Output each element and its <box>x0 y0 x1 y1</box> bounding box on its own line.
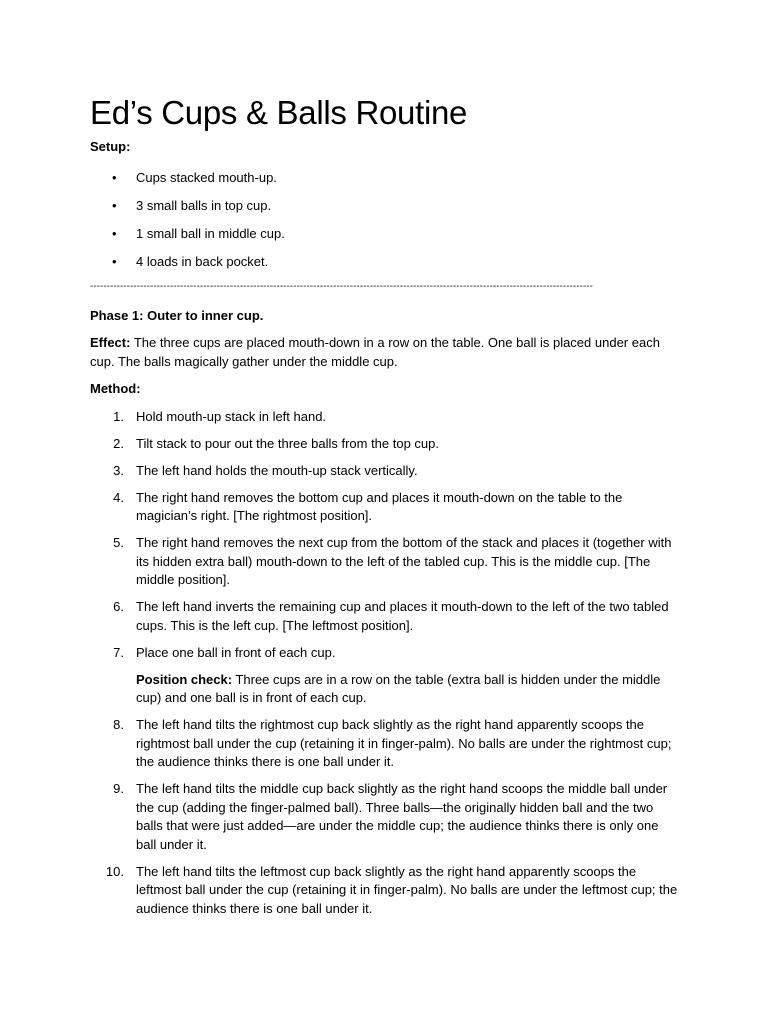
method-steps-continued <box>90 716 682 918</box>
document-title: Ed’s Cups & Balls Routine <box>90 94 468 131</box>
effect-label: Effect: <box>90 335 131 350</box>
position-check-text: Three cups are in a row on the table (extra ball is hidden under the middle cup) and one ball is in front of each cup. <box>136 671 661 705</box>
list-item: 9. The left hand tilts the middle cup back slightly as the right hand scoops the middle ball under the cup (adding the finger-palmed ball). Three balls—the originally hidden ball and the two balls that were just added—are under the middle cup; the audience thinks there is only one ball under it. <box>113 781 668 852</box>
effect-text: The three cups are placed mouth-down in a row on the table. One ball is placed under each cup. The balls magically gather under the middle cup. <box>90 335 660 369</box>
position-check <box>90 671 682 708</box>
setup-label: Setup: <box>90 139 131 154</box>
list-item: 1. Hold mouth-up stack in left hand. <box>113 408 327 424</box>
list-item: 5. The right hand removes the next cup from the bottom of the stack and places it (together with its hidden extra ball) mouth-down to the left of the tabled cup. This is the middle cup. [The middle position]. <box>113 535 672 587</box>
setup-list <box>90 169 682 272</box>
list-item: • Cups stacked mouth-up. <box>90 169 682 188</box>
list-item: • 1 small ball in middle cup. <box>90 225 682 244</box>
phase1-heading: Phase 1: Outer to inner cup. <box>90 307 264 323</box>
list-item: 3. The left hand holds the mouth-up stack vertically. <box>113 462 418 478</box>
list-item: 10. The left hand tilts the leftmost cup back slightly as the right hand apparently scoops the leftmost ball under the cup (retaining it in finger-palm). No balls are under the leftmost cup; the audience thinks there is one ball under it. <box>105 863 678 916</box>
list-item: • 4 loads in back pocket. <box>90 253 682 272</box>
bullet-icon: • <box>112 169 117 185</box>
list-item: 8. The left hand tilts the rightmost cup back slightly as the right hand apparently scoops the rightmost ball under the cup (retaining it in finger-palm). No balls are under the rightmost cup; the audience thinks there is one ball under it. <box>113 717 672 769</box>
method-steps <box>90 408 682 663</box>
method-label: Method: <box>90 381 141 396</box>
document-body <box>90 138 682 927</box>
list-item: • 3 small balls in top cup. <box>90 197 682 216</box>
position-check-label: Position check: <box>136 671 233 687</box>
list-item: 6. The left hand inverts the remaining cup and places it mouth-down to the left of the two tabled cups. This is the left cup. [The leftmost position]. <box>113 599 669 633</box>
bullet-icon: • <box>112 225 117 241</box>
bullet-icon: • <box>112 197 117 213</box>
dashed-divider: ------------------------------------------------------------------------------------------------------------------------------------------------------- <box>90 280 593 292</box>
bullet-icon: • <box>112 253 117 269</box>
list-item: 2. Tilt stack to pour out the three balls from the top cup. <box>113 435 440 451</box>
list-item: 7. Place one ball in front of each cup. <box>113 644 336 660</box>
list-item: 4. The right hand removes the bottom cup and places it mouth-down on the table to the magician’s right. [The rightmost position]. <box>113 489 623 523</box>
effect-paragraph <box>90 334 682 371</box>
